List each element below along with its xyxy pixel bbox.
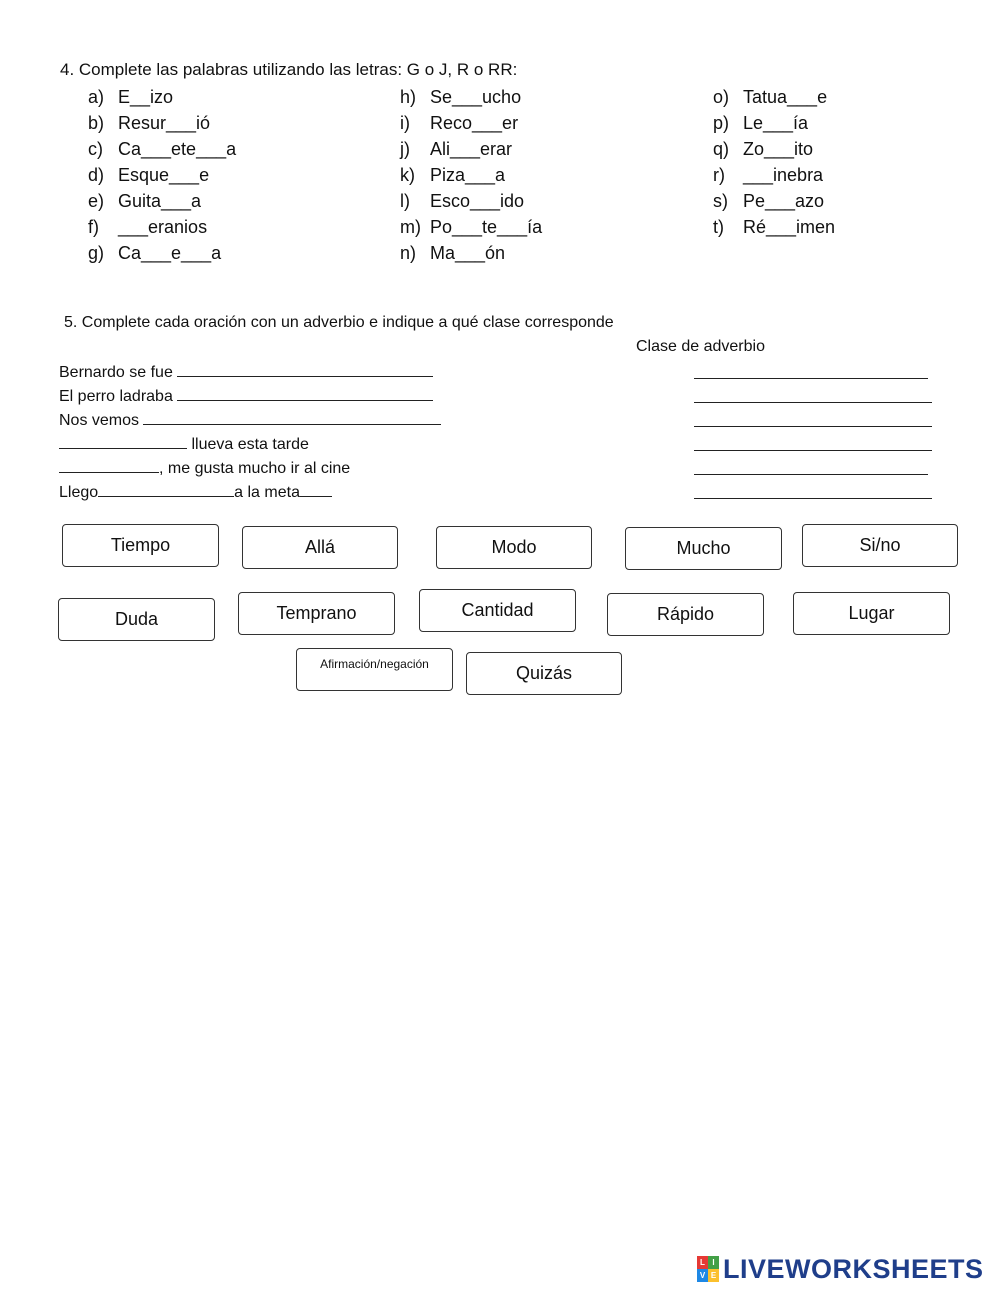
- item-label: c): [88, 139, 103, 159]
- q4-item-j: [400, 136, 512, 162]
- word-rapido[interactable]: Rápido: [607, 593, 764, 636]
- word-mucho[interactable]: Mucho: [625, 527, 782, 570]
- item-label: d): [88, 165, 105, 185]
- q4-item-s: [713, 188, 824, 214]
- item-word[interactable]: Se___ucho: [430, 87, 522, 107]
- q4-item-g: [88, 240, 221, 266]
- sentence-text: Nos vemos: [59, 412, 140, 429]
- item-word[interactable]: Guita___a: [118, 191, 202, 211]
- q4-item-q: [713, 136, 813, 162]
- sentence-text: Llego: [59, 484, 99, 501]
- item-label: m): [400, 217, 421, 237]
- item-word[interactable]: Ali___erar: [430, 139, 513, 159]
- adverb-blank[interactable]: [59, 434, 187, 449]
- item-label: n): [400, 243, 417, 263]
- sentence-3: [59, 410, 441, 431]
- item-label: j): [400, 139, 410, 159]
- adverb-blank[interactable]: [143, 410, 441, 425]
- q4-item-f: [88, 214, 207, 240]
- q4-item-m: [400, 214, 542, 240]
- item-label: p): [713, 113, 730, 133]
- item-word[interactable]: ___inebra: [743, 165, 824, 185]
- item-word[interactable]: Ca___e___a: [118, 243, 222, 263]
- q4-item-t: [713, 214, 835, 240]
- q4-item-d: [88, 162, 209, 188]
- item-label: h): [400, 87, 417, 107]
- sentence-text: a la meta: [234, 484, 300, 501]
- item-label: s): [713, 191, 728, 211]
- item-word[interactable]: Esco___ido: [430, 191, 525, 211]
- item-label: g): [88, 243, 105, 263]
- item-label: l): [400, 191, 410, 211]
- clase-blank-1[interactable]: [694, 378, 928, 379]
- sentence-text: , me gusta mucho ir al cine: [159, 460, 351, 477]
- item-word[interactable]: Ca___ete___a: [118, 139, 237, 159]
- q4-title: 4. Complete las palabras utilizando las letras: G o J, R o RR:: [60, 60, 518, 79]
- clase-blank-6[interactable]: [694, 498, 932, 499]
- clase-blank-5[interactable]: [694, 474, 928, 475]
- clase-blank-2[interactable]: [694, 402, 932, 403]
- item-word[interactable]: Esque___e: [118, 165, 210, 185]
- q5-title: 5. Complete cada oración con un adverbio e indique a qué clase corresponde: [64, 314, 614, 331]
- word-afirmacion-negacion[interactable]: Afirmación/negación: [296, 648, 453, 691]
- item-label: f): [88, 217, 99, 237]
- q4-item-n: [400, 240, 505, 266]
- sentence-6: [59, 482, 332, 503]
- clase-blank-3[interactable]: [694, 426, 932, 427]
- q4-item-o: [713, 84, 827, 110]
- word-si-no[interactable]: Si/no: [802, 524, 958, 567]
- word-duda[interactable]: Duda: [58, 598, 215, 641]
- item-label: k): [400, 165, 415, 185]
- item-word[interactable]: Piza___a: [430, 165, 506, 185]
- item-word[interactable]: Ré___imen: [743, 217, 836, 237]
- liveworksheets-logo[interactable]: [697, 1254, 984, 1284]
- word-lugar[interactable]: Lugar: [793, 592, 950, 635]
- sentence-text: Bernardo se fue: [59, 364, 173, 381]
- q4-item-k: [400, 162, 505, 188]
- q4-item-e: [88, 188, 201, 214]
- word-modo[interactable]: Modo: [436, 526, 592, 569]
- sentence-5: [59, 458, 350, 479]
- clase-blank-4[interactable]: [694, 450, 932, 451]
- logo-text: LIVEWORKSHEETS: [723, 1253, 984, 1284]
- q4-item-r: [713, 162, 823, 188]
- item-label: q): [713, 139, 730, 159]
- item-word[interactable]: Le___ía: [743, 113, 809, 133]
- item-word[interactable]: Tatua___e: [743, 87, 828, 107]
- item-word[interactable]: Reco___er: [430, 113, 519, 133]
- sentence-text: El perro ladraba: [59, 388, 173, 405]
- word-cantidad[interactable]: Cantidad: [419, 589, 576, 632]
- item-word[interactable]: Zo___ito: [743, 139, 814, 159]
- clase-adverbio-header: Clase de adverbio: [636, 338, 765, 355]
- word-quizas[interactable]: Quizás: [466, 652, 622, 695]
- adverb-blank[interactable]: [177, 362, 433, 377]
- sentence-4: [59, 434, 309, 455]
- sentence-text: llueva esta tarde: [191, 436, 309, 453]
- item-label: e): [88, 191, 105, 211]
- item-label: o): [713, 87, 730, 107]
- q4-item-i: [400, 110, 518, 136]
- adverb-blank[interactable]: [98, 482, 234, 497]
- trailing-line: [300, 482, 332, 497]
- word-tiempo[interactable]: Tiempo: [62, 524, 219, 567]
- item-label: r): [713, 165, 725, 185]
- sentence-1: [59, 362, 433, 383]
- item-word[interactable]: Resur___ió: [118, 113, 211, 133]
- item-label: a): [88, 87, 105, 107]
- item-word[interactable]: E__izo: [118, 87, 174, 107]
- q4-item-l: [400, 188, 524, 214]
- sentence-2: [59, 386, 433, 407]
- word-temprano[interactable]: Temprano: [238, 592, 395, 635]
- q4-item-p: [713, 110, 808, 136]
- q4-item-b: [88, 110, 210, 136]
- logo-mark-icon: L I V E: [697, 1256, 719, 1282]
- adverb-blank[interactable]: [59, 458, 159, 473]
- item-word[interactable]: Ma___ón: [430, 243, 506, 263]
- q4-item-c: [88, 136, 236, 162]
- word-alla[interactable]: Allá: [242, 526, 398, 569]
- item-word[interactable]: ___eranios: [118, 217, 208, 237]
- q4-item-h: [400, 84, 521, 110]
- item-word[interactable]: Po___te___ía: [430, 217, 543, 237]
- item-word[interactable]: Pe___azo: [743, 191, 825, 211]
- item-label: b): [88, 113, 105, 133]
- item-label: i): [400, 113, 410, 133]
- q4-item-a: [88, 84, 173, 110]
- item-label: t): [713, 217, 724, 237]
- adverb-blank[interactable]: [177, 386, 433, 401]
